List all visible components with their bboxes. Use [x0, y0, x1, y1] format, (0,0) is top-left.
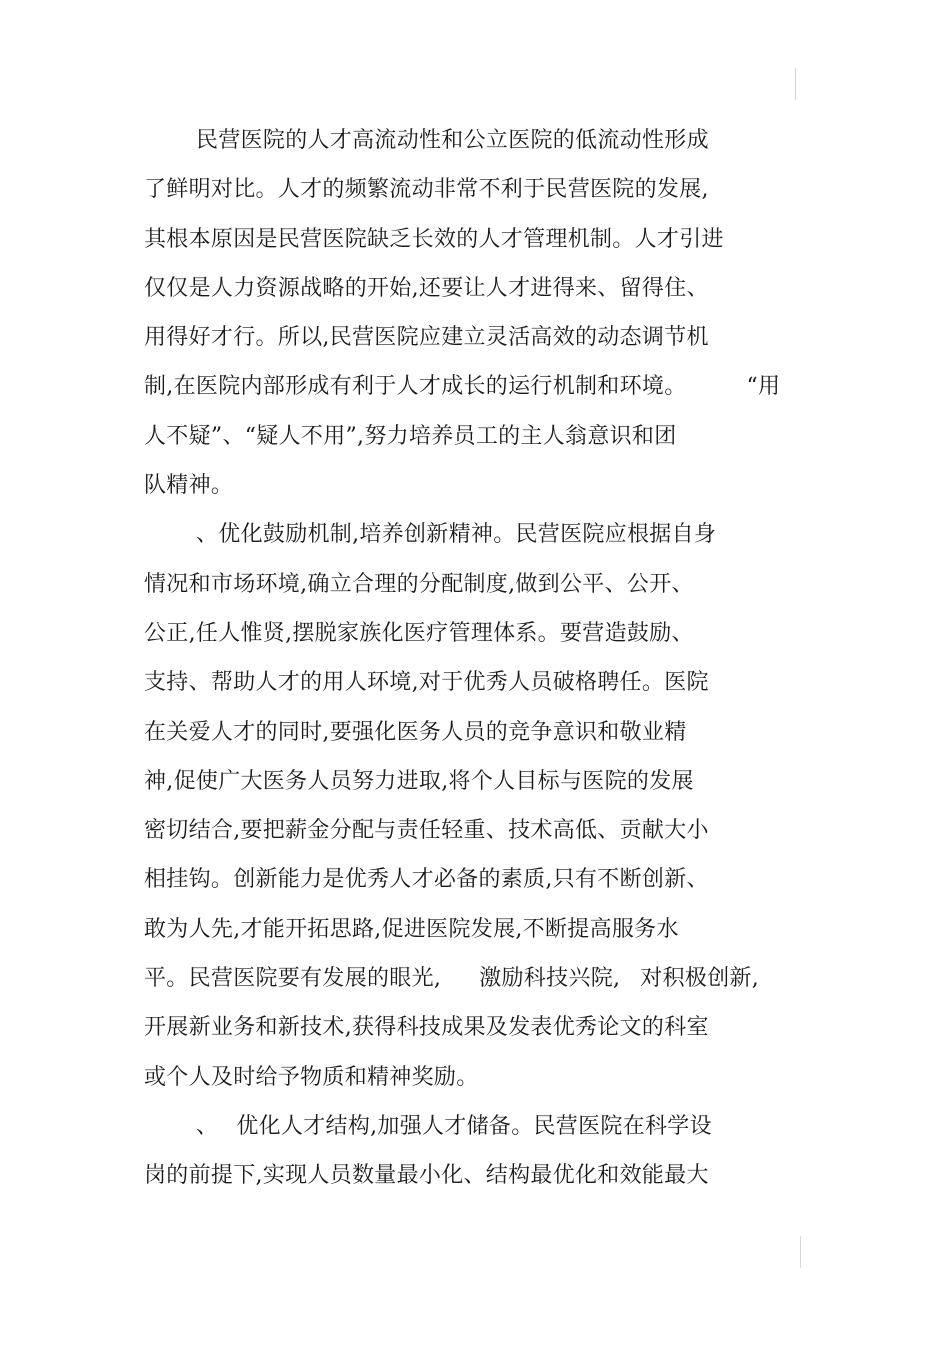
paragraph-line: 其根本原因是民营医院缺乏长效的人才管理机制。人才引进 [144, 226, 724, 252]
line-segment: 优化人才结构,加强人才储备。民营医院在科学设 [236, 1113, 712, 1139]
paragraph-line: 了鲜明对比。人才的频繁流动非常不利于民营医院的发展, [144, 177, 709, 203]
paragraph-line: 支持、帮助人才的用人环境,对于优秀人员破格聘任。医院 [144, 670, 709, 696]
paragraph-line: 密切结合,要把薪金分配与责任轻重、技术高低、贡献大小 [144, 818, 709, 844]
bottom-margin-mark [800, 1236, 801, 1268]
line-segment: 激励科技兴院, [479, 966, 621, 992]
paragraph-line: 队精神。 [144, 473, 234, 499]
paragraph-line: 仅仅是人力资源战略的开始,还要让人才进得来、留得住、 [144, 275, 709, 301]
paragraph-line: 开展新业务和新技术,获得科技成果及发表优秀论文的科室 [144, 1015, 709, 1041]
paragraph-line: 公正,任人惟贤,摆脱家族化医疗管理体系。要营造鼓励、 [144, 620, 694, 646]
line-segment: 平。民营医院要有发展的眼光, [144, 966, 442, 992]
line-segment: “用 [746, 374, 781, 400]
paragraph-line: 、优化鼓励机制,培养创新精神。民营医院应根据自身 [196, 522, 717, 548]
paragraph-line: 情况和市场环境,确立合理的分配制度,做到公平、公开、 [144, 571, 694, 597]
paragraph-line: 用得好才行。所以,民营医院应建立灵活高效的动态调节机 [144, 325, 709, 351]
paragraph-line: 或个人及时给予物质和精神奖励。 [144, 1064, 479, 1090]
paragraph-line [144, 371, 824, 420]
paragraph-line [144, 963, 824, 1012]
paragraph-line: 岗的前提下,实现人员数量最小化、结构最优化和效能最大 [144, 1163, 709, 1189]
line-segment: 、 [196, 1113, 219, 1139]
paragraph-line: 人不疑”、“疑人不用”,努力培养员工的主人翁意识和团 [144, 423, 677, 449]
line-segment: 制,在医院内部形成有利于人才成长的运行机制和环境。 [144, 374, 687, 400]
paragraph-line: 敢为人先,才能开拓思路,促进医院发展,不断提高服务水 [144, 916, 679, 942]
paragraph-line: 在关爱人才的同时,要强化医务人员的竞争意识和敬业精 [144, 719, 687, 745]
paragraph-line: 相挂钩。创新能力是优秀人才必备的素质,只有不断创新、 [144, 867, 709, 893]
body-text [144, 125, 824, 1210]
top-margin-mark [795, 68, 796, 100]
paragraph-line: 神,促使广大医务人员努力进取,将个人目标与医院的发展 [144, 768, 694, 794]
line-segment: 对积极创新, [640, 966, 760, 992]
paragraph-line: 民营医院的人才高流动性和公立医院的低流动性形成 [196, 128, 709, 153]
paragraph-line [144, 1111, 824, 1160]
